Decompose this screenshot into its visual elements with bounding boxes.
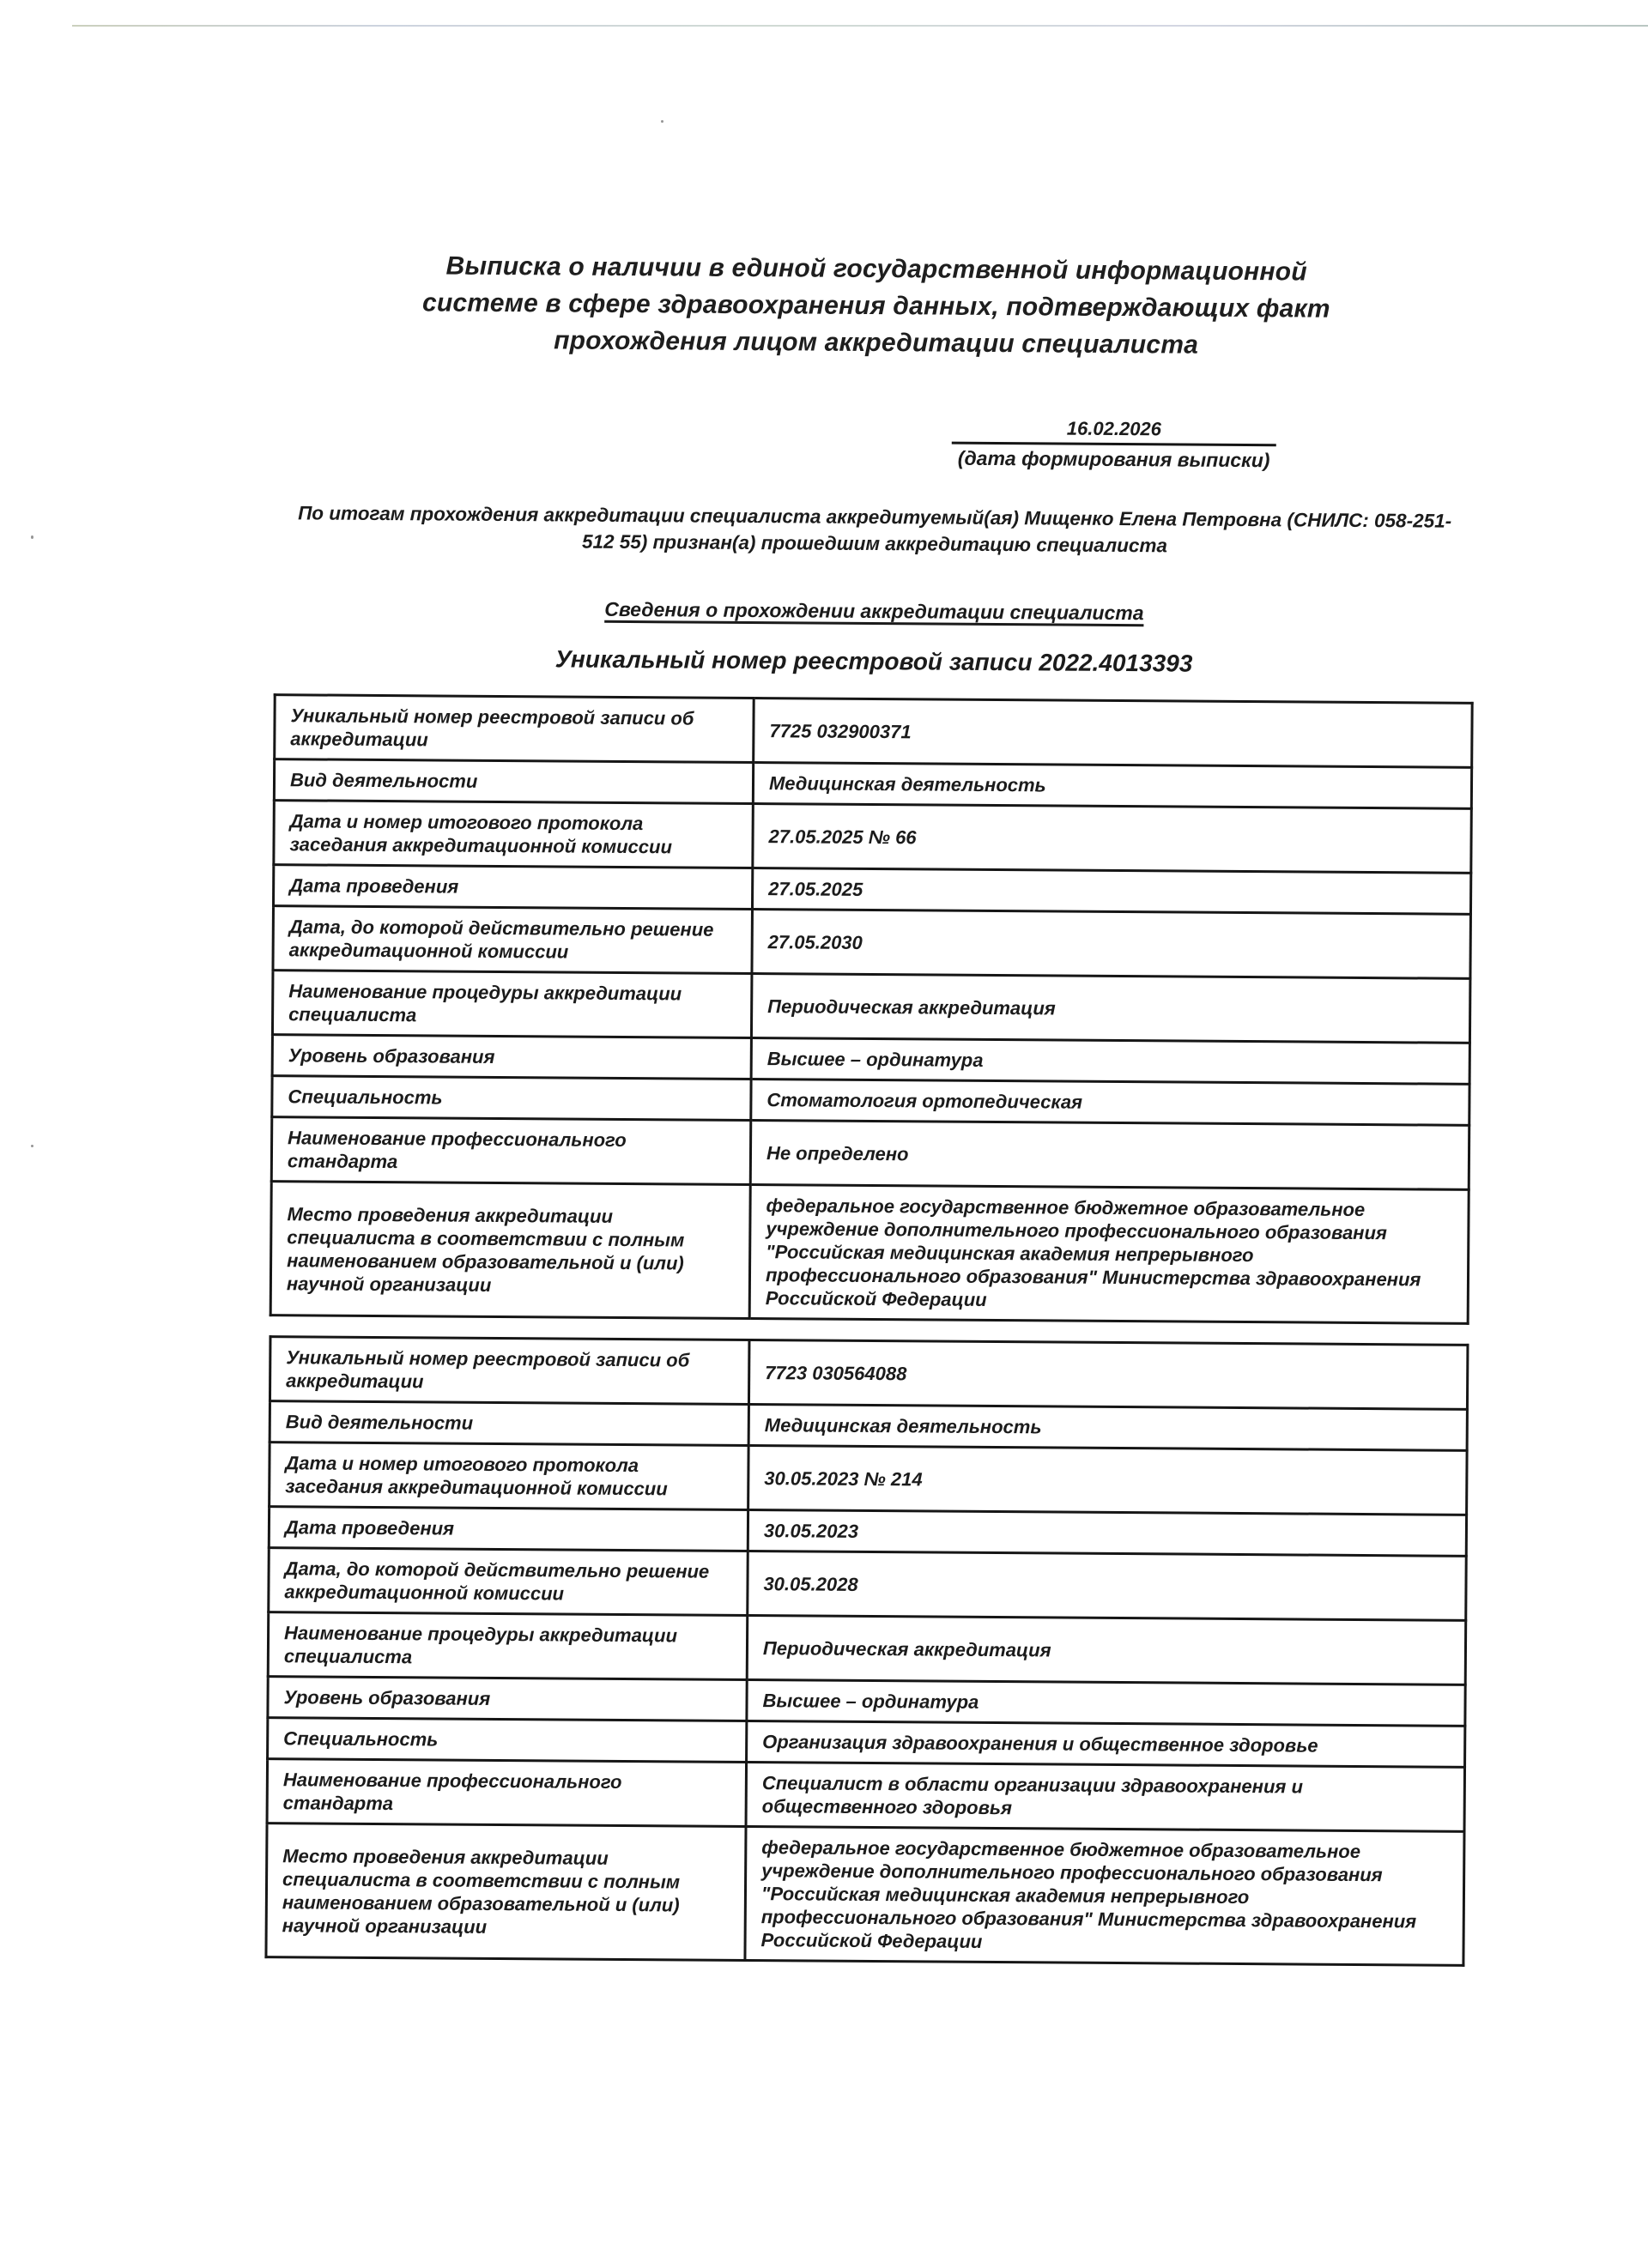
field-label-cell: Дата и номер итогового протокола заседания аккредитационной комиссии — [274, 801, 754, 868]
field-value-cell: 30.05.2023 № 214 — [748, 1446, 1468, 1515]
accreditation-record-table-2 — [264, 1335, 1469, 1967]
formation-date-block — [952, 417, 1276, 473]
field-value-cell: Специалист в области организации здравоохранения и общественного здоровья — [746, 1762, 1465, 1831]
field-value-cell: 7725 032900371 — [754, 699, 1473, 768]
table-row — [267, 1759, 1464, 1832]
table-row — [273, 906, 1470, 979]
scan-speck — [31, 535, 33, 539]
field-value-cell: Организация здравоохранения и общественное здоровье — [747, 1721, 1465, 1767]
field-value-cell: Высшее – ординатура — [751, 1038, 1469, 1085]
field-label-cell: Наименование процедуры аккредитации специалиста — [272, 971, 752, 1038]
field-value-cell: Стоматология ортопедическая — [751, 1080, 1469, 1126]
field-label-cell: Дата, до которой действительно решение аккредитационной комиссии — [273, 906, 753, 974]
table-row — [270, 1182, 1469, 1324]
field-label-cell: Дата проведения — [269, 1507, 748, 1551]
field-value-cell: Высшее – ординатура — [747, 1680, 1465, 1727]
table-row — [270, 1337, 1467, 1410]
field-label-cell: Дата и номер итогового протокола заседания аккредитационной комиссии — [270, 1442, 749, 1510]
accreditation-record-table-1 — [270, 693, 1474, 1325]
intro-paragraph — [275, 499, 1475, 561]
scan-speck — [31, 1145, 33, 1147]
document-content — [264, 0, 1478, 1967]
table-row — [268, 1612, 1465, 1685]
document-title — [276, 0, 1478, 366]
table-row — [266, 1823, 1464, 1966]
field-label-cell: Уникальный номер реестровой записи об аккредитации — [270, 1337, 749, 1405]
field-value-cell: федеральное государственное бюджетное образовательное учреждение дополнительного профессионального образования "Российская медицинская академия непрерывного профессионального образования" Министерства здравоохранения Российской Федерации — [749, 1185, 1469, 1324]
intro-line-1: По итогам прохождения аккредитации специалиста аккредитуемый(ая) Мищенко Елена Петровна (СНИЛС: 058-251- — [298, 502, 1452, 532]
field-label-cell: Дата, до которой действительно решение аккредитационной комиссии — [269, 1548, 748, 1616]
field-value-cell: 30.05.2023 — [748, 1510, 1466, 1557]
field-label-cell: Специальность — [272, 1076, 751, 1121]
field-label-cell: Уникальный номер реестровой записи об аккредитации — [275, 695, 754, 763]
field-value-cell: 27.05.2030 — [752, 910, 1471, 979]
field-value-cell: Не определено — [750, 1121, 1469, 1190]
field-value-cell: Медицинская деятельность — [748, 1405, 1467, 1451]
document-title-line-1: Выписка о наличии в единой государственной информационной — [445, 251, 1307, 287]
field-label-cell: Место проведения аккредитации специалиста в соответствии с полным наименованием образовательной и (или) научной организации — [270, 1182, 750, 1319]
field-label-cell: Уровень образования — [272, 1035, 751, 1080]
document-title-line-3: прохождения лицом аккредитации специалиста — [554, 326, 1199, 360]
field-value-cell: федеральное государственное бюджетное образовательное учреждение дополнительного профессионального образования "Российская медицинская академия непрерывного профессионального образования" Министерства здравоохранения Российской Федерации — [745, 1826, 1464, 1965]
table-row — [270, 1442, 1467, 1515]
field-value-cell: Периодическая аккредитация — [747, 1616, 1466, 1685]
table-row — [275, 695, 1472, 768]
field-label-cell: Дата проведения — [273, 865, 752, 910]
table-row — [274, 801, 1471, 874]
field-label-cell: Наименование процедуры аккредитации специалиста — [268, 1612, 748, 1680]
field-value-cell: 27.05.2025 — [752, 868, 1470, 915]
table-row — [272, 971, 1469, 1043]
field-label-cell: Наименование профессионального стандарта — [271, 1117, 751, 1185]
intro-line-2: 512 55) признан(а) прошедшим аккредитацию специалиста — [581, 530, 1167, 557]
field-value-cell: 30.05.2028 — [748, 1551, 1467, 1621]
table-row — [271, 1117, 1469, 1190]
formation-date-value: 16.02.2026 — [952, 417, 1276, 447]
field-value-cell: Медицинская деятельность — [753, 763, 1471, 809]
field-label-cell: Место проведения аккредитации специалиста в соответствии с полным наименованием образовательной и (или) научной организации — [266, 1823, 746, 1961]
formation-date-label: (дата формирования выписки) — [957, 446, 1270, 472]
field-label-cell: Вид деятельности — [270, 1401, 748, 1446]
field-label-cell: Вид деятельности — [274, 759, 753, 804]
field-value-cell: 7723 030564088 — [748, 1340, 1468, 1410]
table-row — [269, 1548, 1466, 1621]
field-label-cell: Наименование профессионального стандарта — [267, 1759, 747, 1827]
record-number-heading: Уникальный номер реестровой записи 2022.4013393 — [554, 645, 1193, 677]
field-label-cell: Уровень образования — [268, 1677, 747, 1721]
section-heading: Сведения о прохождении аккредитации специалиста — [604, 597, 1144, 625]
field-value-cell: 27.05.2025 № 66 — [753, 804, 1472, 874]
field-label-cell: Специальность — [268, 1718, 747, 1763]
document-title-line-2: системе в сфере здравоохранения данных, подтверждающих факт — [421, 288, 1330, 324]
field-value-cell: Периодическая аккредитация — [751, 974, 1470, 1043]
